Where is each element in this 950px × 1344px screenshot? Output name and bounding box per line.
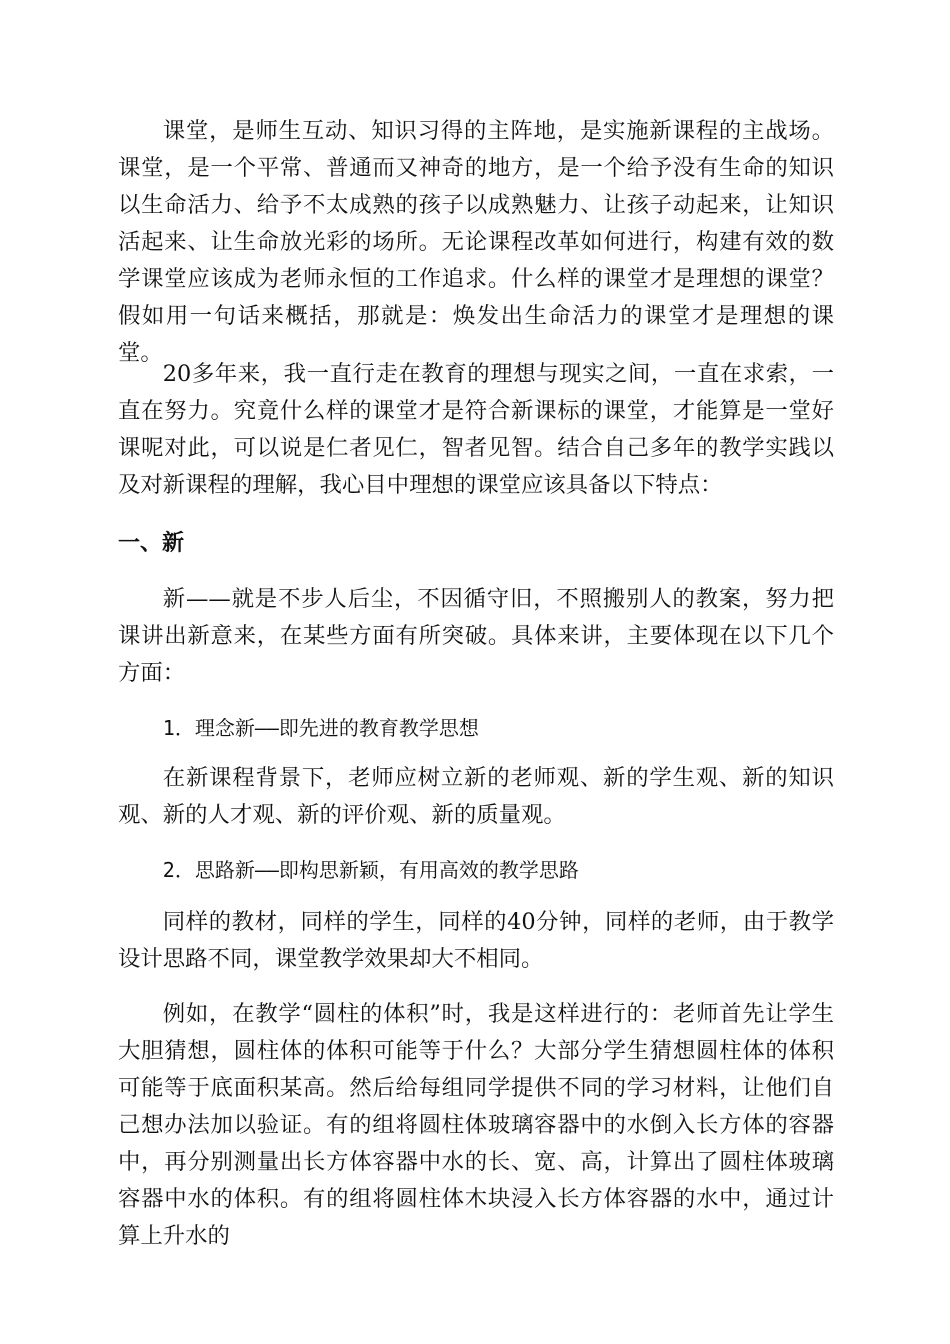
section-heading-new: 一、新 xyxy=(118,531,185,556)
paragraph-twenty-years: 20多年来，我一直行走在教育的理想与现实之间，一直在求索，一直在努力。究竟什么样的课堂才是符合新课标的课堂，才能算是一堂好课呢对此，可以说是仁者见仁，智者见智。结合自己多年的教学实践以及对新课程的理解，我心目中理想的课堂应该具备以下特点： xyxy=(118,361,834,498)
list-item-approach-new: 2．思路新——即构思新颖，有用高效的教学思路 xyxy=(162,858,579,882)
paragraph-classroom-intro: 课堂，是师生互动、知识习得的主阵地，是实施新课程的主战场。课堂，是一个平常、普通而又神奇的地方，是一个给予没有生命的知识以生命活力、给予不太成熟的孩子以成熟魅力、让孩子动起来，让知识活起来、让生命放光彩的场所。无论课程改革如何进行，构建有效的数学课堂应该成为老师永恒的工作追求。什么样的课堂才是理想的课堂？假如用一句话来概括，那就是：焕发出生命活力的课堂才是理想的课堂。 xyxy=(118,118,834,366)
paragraph-cylinder-example: 例如，在教学“圆柱的体积”时，我是这样进行的：老师首先让学生大胆猜想，圆柱体的体积可能等于什么？大部分学生猜想圆柱体的体积可能等于底面积某高。然后给每组同学提供不同的学习材料，让他们自己想办法加以验证。有的组将圆柱体玻璃容器中的水倒入长方体的容器中，再分别测量出长方体容器中水的长、宽、高，计算出了圆柱体玻璃容器中水的体积。有的组将圆柱体木块浸入长方体容器的水中，通过计算上升水的 xyxy=(118,1001,834,1249)
list-item-concept-new: 1．理念新——即先进的教育教学思想 xyxy=(162,716,479,740)
paragraph-new-definition: 新——就是不步人后尘，不因循守旧，不照搬别人的教案，努力把课讲出新意来，在某些方面有所突破。具体来讲，主要体现在以下几个方面： xyxy=(118,586,834,686)
paragraph-concept-detail: 在新课程背景下，老师应树立新的老师观、新的学生观、新的知识观、新的人才观、新的评价观、新的质量观。 xyxy=(118,765,834,828)
paragraph-approach-detail: 同样的教材，同样的学生，同样的40分钟，同样的老师，由于教学设计思路不同，课堂教学效果却大不相同。 xyxy=(118,909,834,972)
